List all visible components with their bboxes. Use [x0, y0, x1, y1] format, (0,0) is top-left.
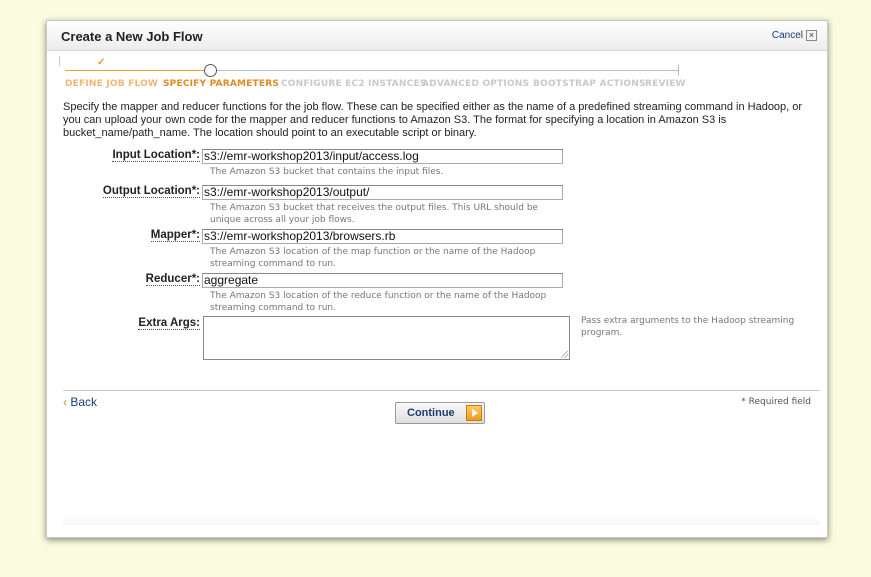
mapper-label: Mapper*:	[150, 229, 200, 241]
input-location-hint: The Amazon S3 bucket that contains the input files.	[210, 167, 444, 177]
step-define-job-flow: DEFINE JOB FLOW	[65, 79, 159, 89]
wizard-progress-line	[65, 70, 678, 71]
cancel-button[interactable]	[772, 30, 817, 41]
reducer-label: Reducer*:	[145, 273, 200, 285]
extra-args-label: Extra Args:	[138, 317, 200, 329]
wizard-end-tick	[678, 65, 679, 76]
cancel-label: Cancel	[771, 30, 803, 41]
reducer-field[interactable]: aggregate	[202, 273, 563, 288]
step-advanced-options: ADVANCED OPTIONS	[422, 79, 530, 89]
back-link[interactable]	[63, 395, 97, 409]
back-label: Back	[70, 395, 98, 409]
output-location-label: Output Location*:	[102, 185, 200, 197]
wizard-start-tick	[59, 56, 60, 66]
dialog-bottom-band	[63, 515, 820, 525]
dialog-titlebar	[47, 21, 827, 51]
output-location-hint: The Amazon S3 bucket that receives the output files. This URL should be unique across all your job flows.	[210, 203, 539, 225]
extra-args-textarea[interactable]	[203, 316, 570, 360]
wizard-progress-done	[65, 70, 204, 71]
continue-button[interactable]	[395, 402, 485, 424]
output-location-field[interactable]: s3://emr-workshop2013/output/	[202, 185, 563, 200]
input-location-field[interactable]: s3://emr-workshop2013/input/access.log	[202, 149, 563, 164]
input-location-label: Input Location*:	[112, 149, 200, 161]
step-review: REVIEW	[645, 79, 686, 89]
dialog-title: Create a New Job Flow	[61, 29, 203, 44]
close-icon[interactable]: ×	[806, 30, 817, 41]
mapper-hint: The Amazon S3 location of the map function or the name of the Hadoop streaming command to run.	[210, 247, 536, 269]
chevron-left-icon: ‹	[63, 395, 67, 409]
reducer-hint: The Amazon S3 location of the reduce function or the name of the Hadoop streaming command to run.	[210, 291, 547, 313]
step-configure-ec2-instances: CONFIGURE EC2 INSTANCES	[281, 79, 427, 89]
current-step-indicator	[204, 64, 217, 77]
intro-text: Specify the mapper and reducer functions for the job flow. These can be specified either as the name of a predefined streaming command in Hadoop, or you can upload your own code for the mapper and reducer functions to Amazon S3. The format for specifying a location in Amazon S3 is bucket_name/path_name. The location should point to an executable script or binary.	[63, 101, 803, 139]
create-job-flow-dialog	[46, 20, 828, 538]
resize-handle-icon[interactable]	[561, 351, 568, 358]
continue-label: Continue	[407, 407, 455, 419]
step-bootstrap-actions: BOOTSTRAP ACTIONS	[533, 79, 646, 89]
footer-divider	[63, 390, 820, 391]
extra-args-hint: Pass extra arguments to the Hadoop streaming program.	[581, 316, 795, 338]
arrow-right-icon	[466, 405, 482, 421]
mapper-field[interactable]: s3://emr-workshop2013/browsers.rb	[202, 229, 563, 244]
check-icon: ✓	[97, 57, 106, 68]
step-specify-parameters: SPECIFY PARAMETERS	[163, 79, 280, 89]
required-field-note: * Required field	[741, 397, 811, 407]
